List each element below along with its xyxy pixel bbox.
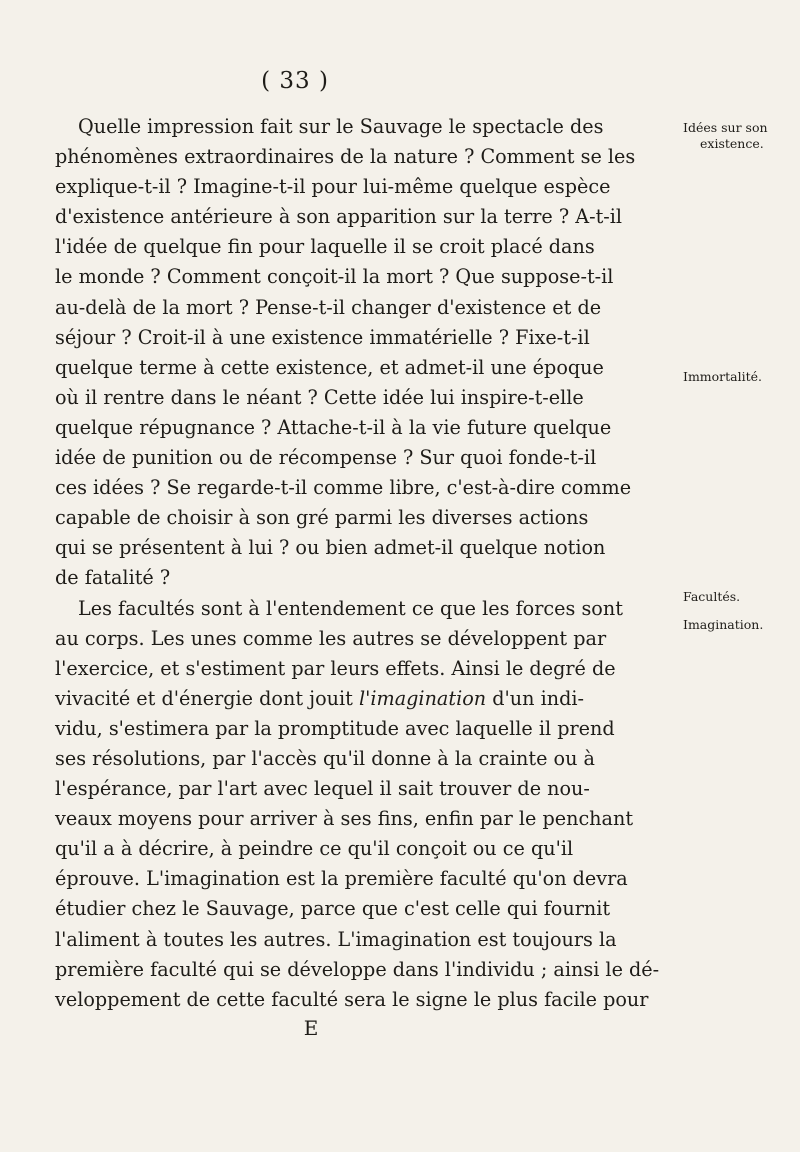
text-line: au-delà de la mort ? Pense-t-il changer d'existence et de (55, 295, 602, 319)
text-line: l'idée de quelque fin pour laquelle il se croit placé dans (55, 235, 595, 259)
text-line: première faculté qui se développe dans l'individu ; ainsi le dé- (55, 957, 660, 981)
text-line: quelque répugnance ? Attache-t-il à la vie future quelque (55, 415, 612, 439)
text-line: ses résolutions, par l'accès qu'il donne à la crainte ou à (55, 746, 595, 770)
text-line: le monde ? Comment conçoit-il la mort ? Que suppose-t-il (55, 265, 614, 289)
text-line: séjour ? Croit-il à une existence immatérielle ? Fixe-t-il (55, 325, 590, 349)
text-line: qu'il a à décrire, à peindre ce qu'il conçoit ou ce qu'il (55, 837, 574, 861)
text-line: d'existence antérieure à son apparition sur la terre ? A-t-il (55, 205, 623, 229)
text-line (55, 684, 585, 714)
margin-note: Facultés. (683, 589, 741, 604)
text-line: veaux moyens pour arriver à ses fins, enfin par le penchant (55, 807, 634, 831)
text-line: Quelle impression fait sur le Sauvage le spectacle des (78, 115, 604, 138)
text-line: vidu, s'estimera par la promptitude avec laquelle il prend (55, 716, 615, 740)
text-line: l'espérance, par l'art avec lequel il sait trouver de nou- (55, 777, 590, 801)
body-text (55, 112, 660, 1015)
text-line: éprouve. L'imagination est la première faculté qu'on devra (55, 867, 628, 891)
text-line: de fatalité ? (55, 566, 171, 590)
text-line: capable de choisir à son gré parmi les diverses actions (55, 506, 589, 530)
text-line: ces idées ? Se regarde-t-il comme libre, c'est-à-dire comme (55, 476, 632, 500)
text-line: Les facultés sont à l'entendement ce que les forces sont (78, 596, 623, 620)
margin-note: Immortalité. (683, 369, 763, 384)
text-fragment: vivacité et d'énergie dont jouit (55, 686, 353, 710)
text-line: l'aliment à toutes les autres. L'imagination est toujours la (55, 927, 617, 951)
text-line: où il rentre dans le néant ? Cette idée lui inspire-t-elle (55, 385, 584, 409)
margin-note: existence. (700, 136, 764, 151)
margin-note: Imagination. (683, 617, 764, 632)
text-line: explique-t-il ? Imagine-t-il pour lui-même quelque espèce (55, 175, 611, 199)
italic-term: l'imagination (358, 686, 487, 710)
text-fragment: d'un indi- (492, 686, 585, 710)
text-line: idée de punition ou de récompense ? Sur quoi fonde-t-il (55, 446, 597, 470)
text-line: veloppement de cette faculté sera le signe le plus facile pour (55, 987, 649, 1011)
text-line: quelque terme à cette existence, et admet-il une époque (55, 355, 604, 379)
text-line: l'exercice, et s'estiment par leurs effets. Ainsi le degré de (55, 656, 616, 680)
signature-mark: E (303, 1016, 319, 1040)
text-line: qui se présentent à lui ? ou bien admet-il quelque notion (55, 536, 606, 560)
text-line: au corps. Les unes comme les autres se développent par (55, 626, 607, 650)
page-number: ( 33 ) (261, 68, 329, 94)
text-line: étudier chez le Sauvage, parce que c'est celle qui fournit (55, 897, 611, 921)
margin-note: Idées sur son (683, 120, 768, 135)
text-line: phénomènes extraordinaires de la nature ? Comment se les (55, 145, 636, 169)
